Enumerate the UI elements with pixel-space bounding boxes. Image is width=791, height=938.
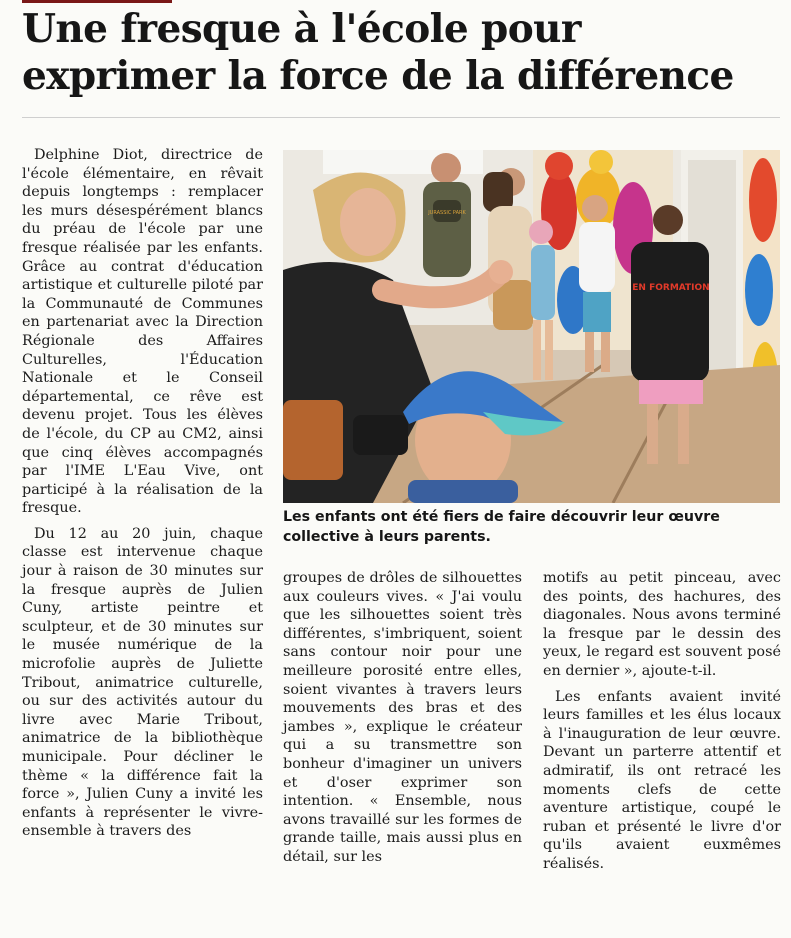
- article-column-2: [283, 569, 522, 867]
- article-headline: [22, 6, 782, 100]
- article-column-1: [22, 146, 263, 841]
- article-paragraph: Du 12 au 20 juin, chaque classe est intervenue chaque jour à raison de 30 minutes sur la fresque auprès de Julien Cuny, artiste peintre et sculpteur, et de 30 minutes sur le musée numérique de la microfolie auprès de Juliette Tribout, animatrice culturelle, ou sur des activités autour du livre avec Marie Tribout, animatrice de la bibliothèque municipale. Pour décliner le thème « la différence fait la force », Julien Cuny a invité les enfants à représenter le vivre-ensemble à travers des: [22, 525, 263, 840]
- caption-line: collective à leurs parents.: [283, 529, 491, 545]
- article-column-3: [543, 569, 781, 874]
- article-paragraph: motifs au petit pinceau, avec des points, des hachures, des diagonales. Nous avons terminé la fresque par le dessin des yeux, le regard est souvent posé en dernier », ajoute-t-il.: [543, 570, 781, 679]
- headline-divider: [22, 117, 780, 118]
- article-paragraph: groupes de drôles de silhouettes aux couleurs vives. « J'ai voulu que les silhouettes soient très différentes, s'imbriquent, soient sans contour noir pour une meilleure porosité entre elles, soient vivantes à travers leurs mouvements des bras et des jambes », explique le créateur qui a su transmettre son bonheur d'imaginer un univers et d'oser exprimer son intention. « Ensemble, nous avons travaillé sur les formes de grande taille, mais aussi plus en détail, sur les: [283, 570, 522, 865]
- article-paragraph: Les enfants avaient invité leurs familles et les élus locaux à l'inauguration de leur œuvre. Devant un parterre attentif et admiratif, ils ont retracé les moments clefs de cette aventure artistique, coupé le ruban et présenté le livre d'or qu'ils avaient euxmêmes réalisés.: [543, 688, 781, 872]
- photo-caption: [283, 507, 780, 547]
- section-accent-bar: [22, 0, 172, 3]
- photo-shirt-print: EN FORMATION: [632, 283, 710, 293]
- caption-line: Les enfants ont été fiers de faire découvrir leur œuvre: [283, 509, 720, 525]
- headline-line: exprimer la force de la différence: [22, 53, 734, 99]
- article-paragraph: Delphine Diot, directrice de l'école élémentaire, en rêvait depuis longtemps : remplacer les murs désespérément blancs du préau de l'école par une fresque réalisée par les enfants. Grâce au contrat d'éducation artistique et culturelle piloté par la Communauté de Communes en partenariat avec la Direction Régionale des Affaires Culturelles, l'Éducation Nationale et le Conseil départemental, ce rêve est devenu projet. Tous les élèves de l'école, du CP au CM2, ainsi que cinq élèves accompagnés par l'IME L'Eau Vive, ont participé à la réalisation de la fresque.: [22, 147, 263, 517]
- headline-line: Une fresque à l'école pour: [22, 6, 581, 52]
- photo-tshirt-print: JURASSIC PARK: [428, 210, 466, 216]
- article-photo: [283, 150, 780, 503]
